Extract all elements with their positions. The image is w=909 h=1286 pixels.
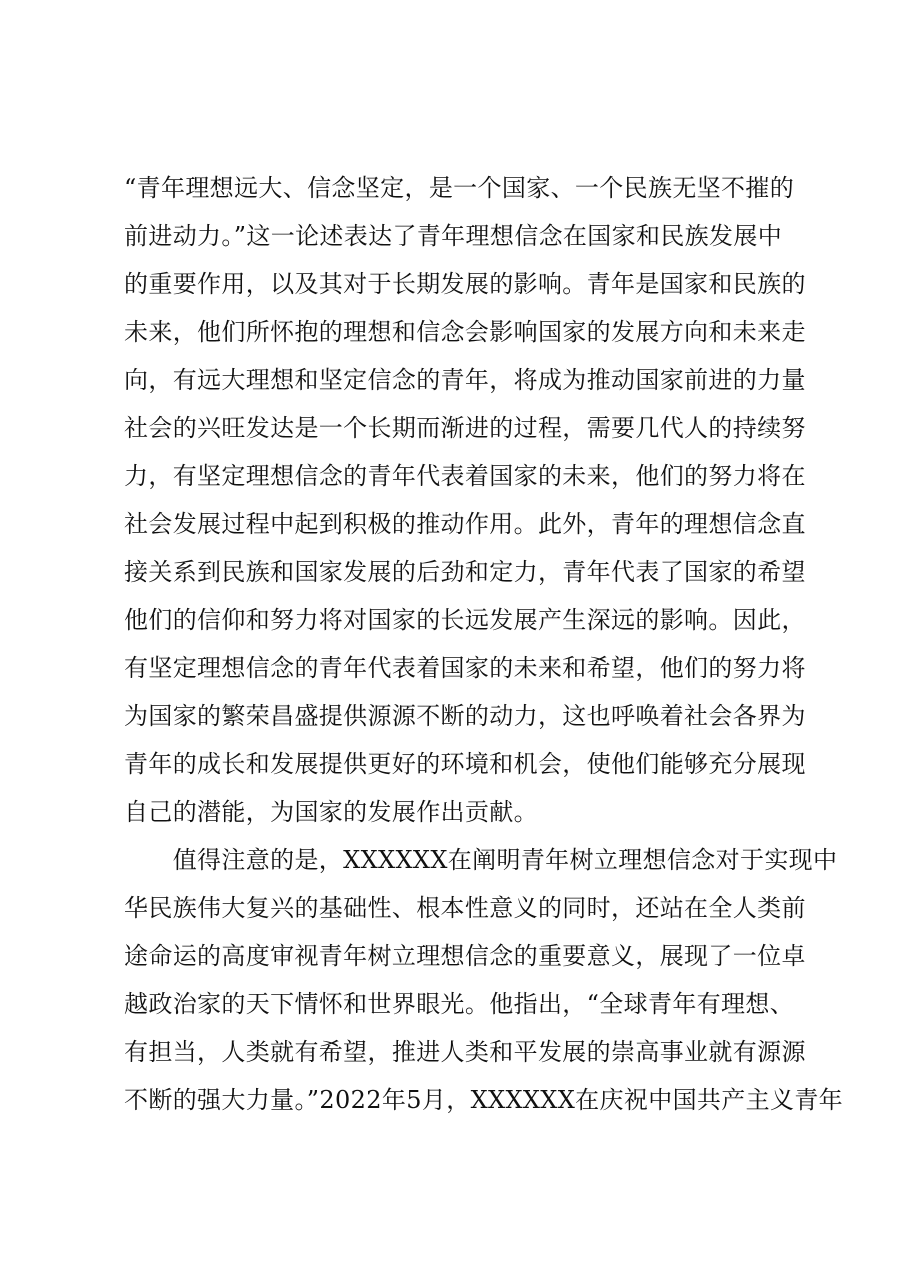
document-body [124, 164, 844, 1124]
text-line: 社会的兴旺发达是一个长期而渐进的过程，需要几代人的持续努 [124, 414, 806, 442]
text-line: 越政治家的天下情怀和世界眼光。他指出，“全球青年有理想、 [124, 990, 795, 1018]
text-line: 青年的成长和发展提供更好的环境和机会，使他们能够充分展现 [124, 750, 806, 778]
text-line: 向，有远大理想和坚定信念的青年，将成为推动国家前进的力量 [124, 366, 806, 394]
text-line: 社会发展过程中起到积极的推动作用。此外，青年的理想信念直 [124, 510, 806, 538]
text-line: 有坚定理想信念的青年代表着国家的未来和希望，他们的努力将 [124, 654, 806, 682]
text-line: 的重要作用，以及其对于长期发展的影响。青年是国家和民族的 [124, 270, 806, 298]
text-line: 力，有坚定理想信念的青年代表着国家的未来，他们的努力将在 [124, 462, 806, 490]
text-line: 有担当，人类就有希望，推进人类和平发展的崇高事业就有源源 [124, 1038, 806, 1066]
text-line: 华民族伟大复兴的基础性、根本性意义的同时，还站在全人类前 [124, 894, 806, 922]
text-line: “青年理想远大、信念坚定，是一个国家、一个民族无坚不摧的 [124, 174, 795, 202]
text-line: 前进动力。”这一论述表达了青年理想信念在国家和民族发展中 [124, 222, 783, 250]
text-line: 不断的强大力量。”2022年5月，XXXXXX在庆祝中国共产主义青年 [124, 1086, 844, 1114]
text-line: 途命运的高度审视青年树立理想信念的重要意义，展现了一位卓 [124, 942, 806, 970]
text-line: 自己的潜能，为国家的发展作出贡献。 [124, 798, 538, 826]
text-line: 值得注意的是，XXXXXX在阐明青年树立理想信念对于实现中 [124, 846, 838, 874]
text-line: 接关系到民族和国家发展的后劲和定力，青年代表了国家的希望 [124, 558, 806, 586]
text-line: 未来，他们所怀抱的理想和信念会影响国家的发展方向和未来走 [124, 318, 806, 346]
text-line: 他们的信仰和努力将对国家的长远发展产生深远的影响。因此， [124, 606, 806, 634]
text-line: 为国家的繁荣昌盛提供源源不断的动力，这也呼唤着社会各界为 [124, 702, 806, 730]
